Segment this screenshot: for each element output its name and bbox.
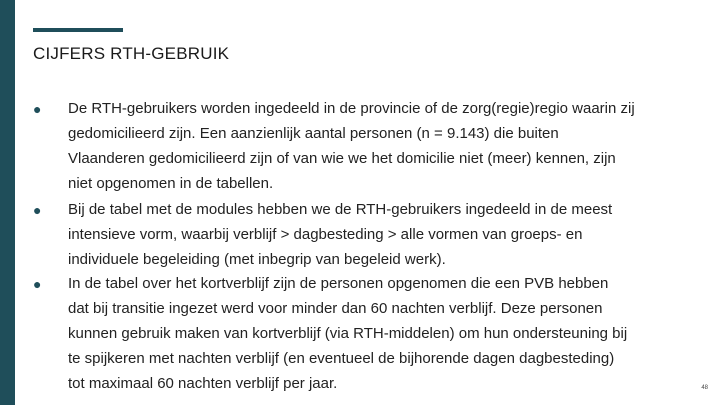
bullet-3-line-3: kunnen gebruik maken van kortverblijf (via RTH-middelen) om hun ondersteuning bij xyxy=(68,325,628,342)
slide-title: CIJFERS RTH-GEBRUIK xyxy=(33,44,230,63)
bullet-3-line-2: dat bij transitie ingezet werd voor minder dan 60 nachten verblijf. Deze personen xyxy=(68,300,603,317)
bullet-2-line-1: Bij de tabel met de modules hebben we de RTH-gebruikers ingedeeld in de meest xyxy=(68,201,613,218)
bullet-3-line-4: te spijkeren met nachten verblijf (en eventueel de bijhorende dagen dagbesteding) xyxy=(68,350,615,367)
bullet-2-line-2: intensieve vorm, waarbij verblijf > dagbesteding > alle vormen van groeps- en xyxy=(68,226,583,243)
bullet-icon: ● xyxy=(33,202,42,218)
bullet-icon: ● xyxy=(33,276,42,292)
bullet-1-line-3: Vlaanderen gedomicilieerd zijn of van wie we het domicilie niet (meer) kennen, zijn xyxy=(68,150,616,167)
page-number: 48 xyxy=(701,385,708,391)
bullet-1-line-2: gedomicilieerd zijn. Een aanzienlijk aantal personen (n = 9.143) die buiten xyxy=(68,125,559,142)
bullet-1-line-1: De RTH-gebruikers worden ingedeeld in de provincie of de zorg(regie)regio waarin zij xyxy=(68,100,635,117)
bullet-3-line-1: In de tabel over het kortverblijf zijn de personen opgenomen die een PVB hebben xyxy=(68,275,609,292)
bullet-icon: ● xyxy=(33,101,42,117)
bullet-1-line-4: niet opgenomen in de tabellen. xyxy=(68,175,274,192)
bullet-3-line-5: tot maximaal 60 nachten verblijf per jaar. xyxy=(68,375,338,392)
bullet-2-line-3: individuele begeleiding (met inbegrip van begeleid werk). xyxy=(68,251,446,268)
